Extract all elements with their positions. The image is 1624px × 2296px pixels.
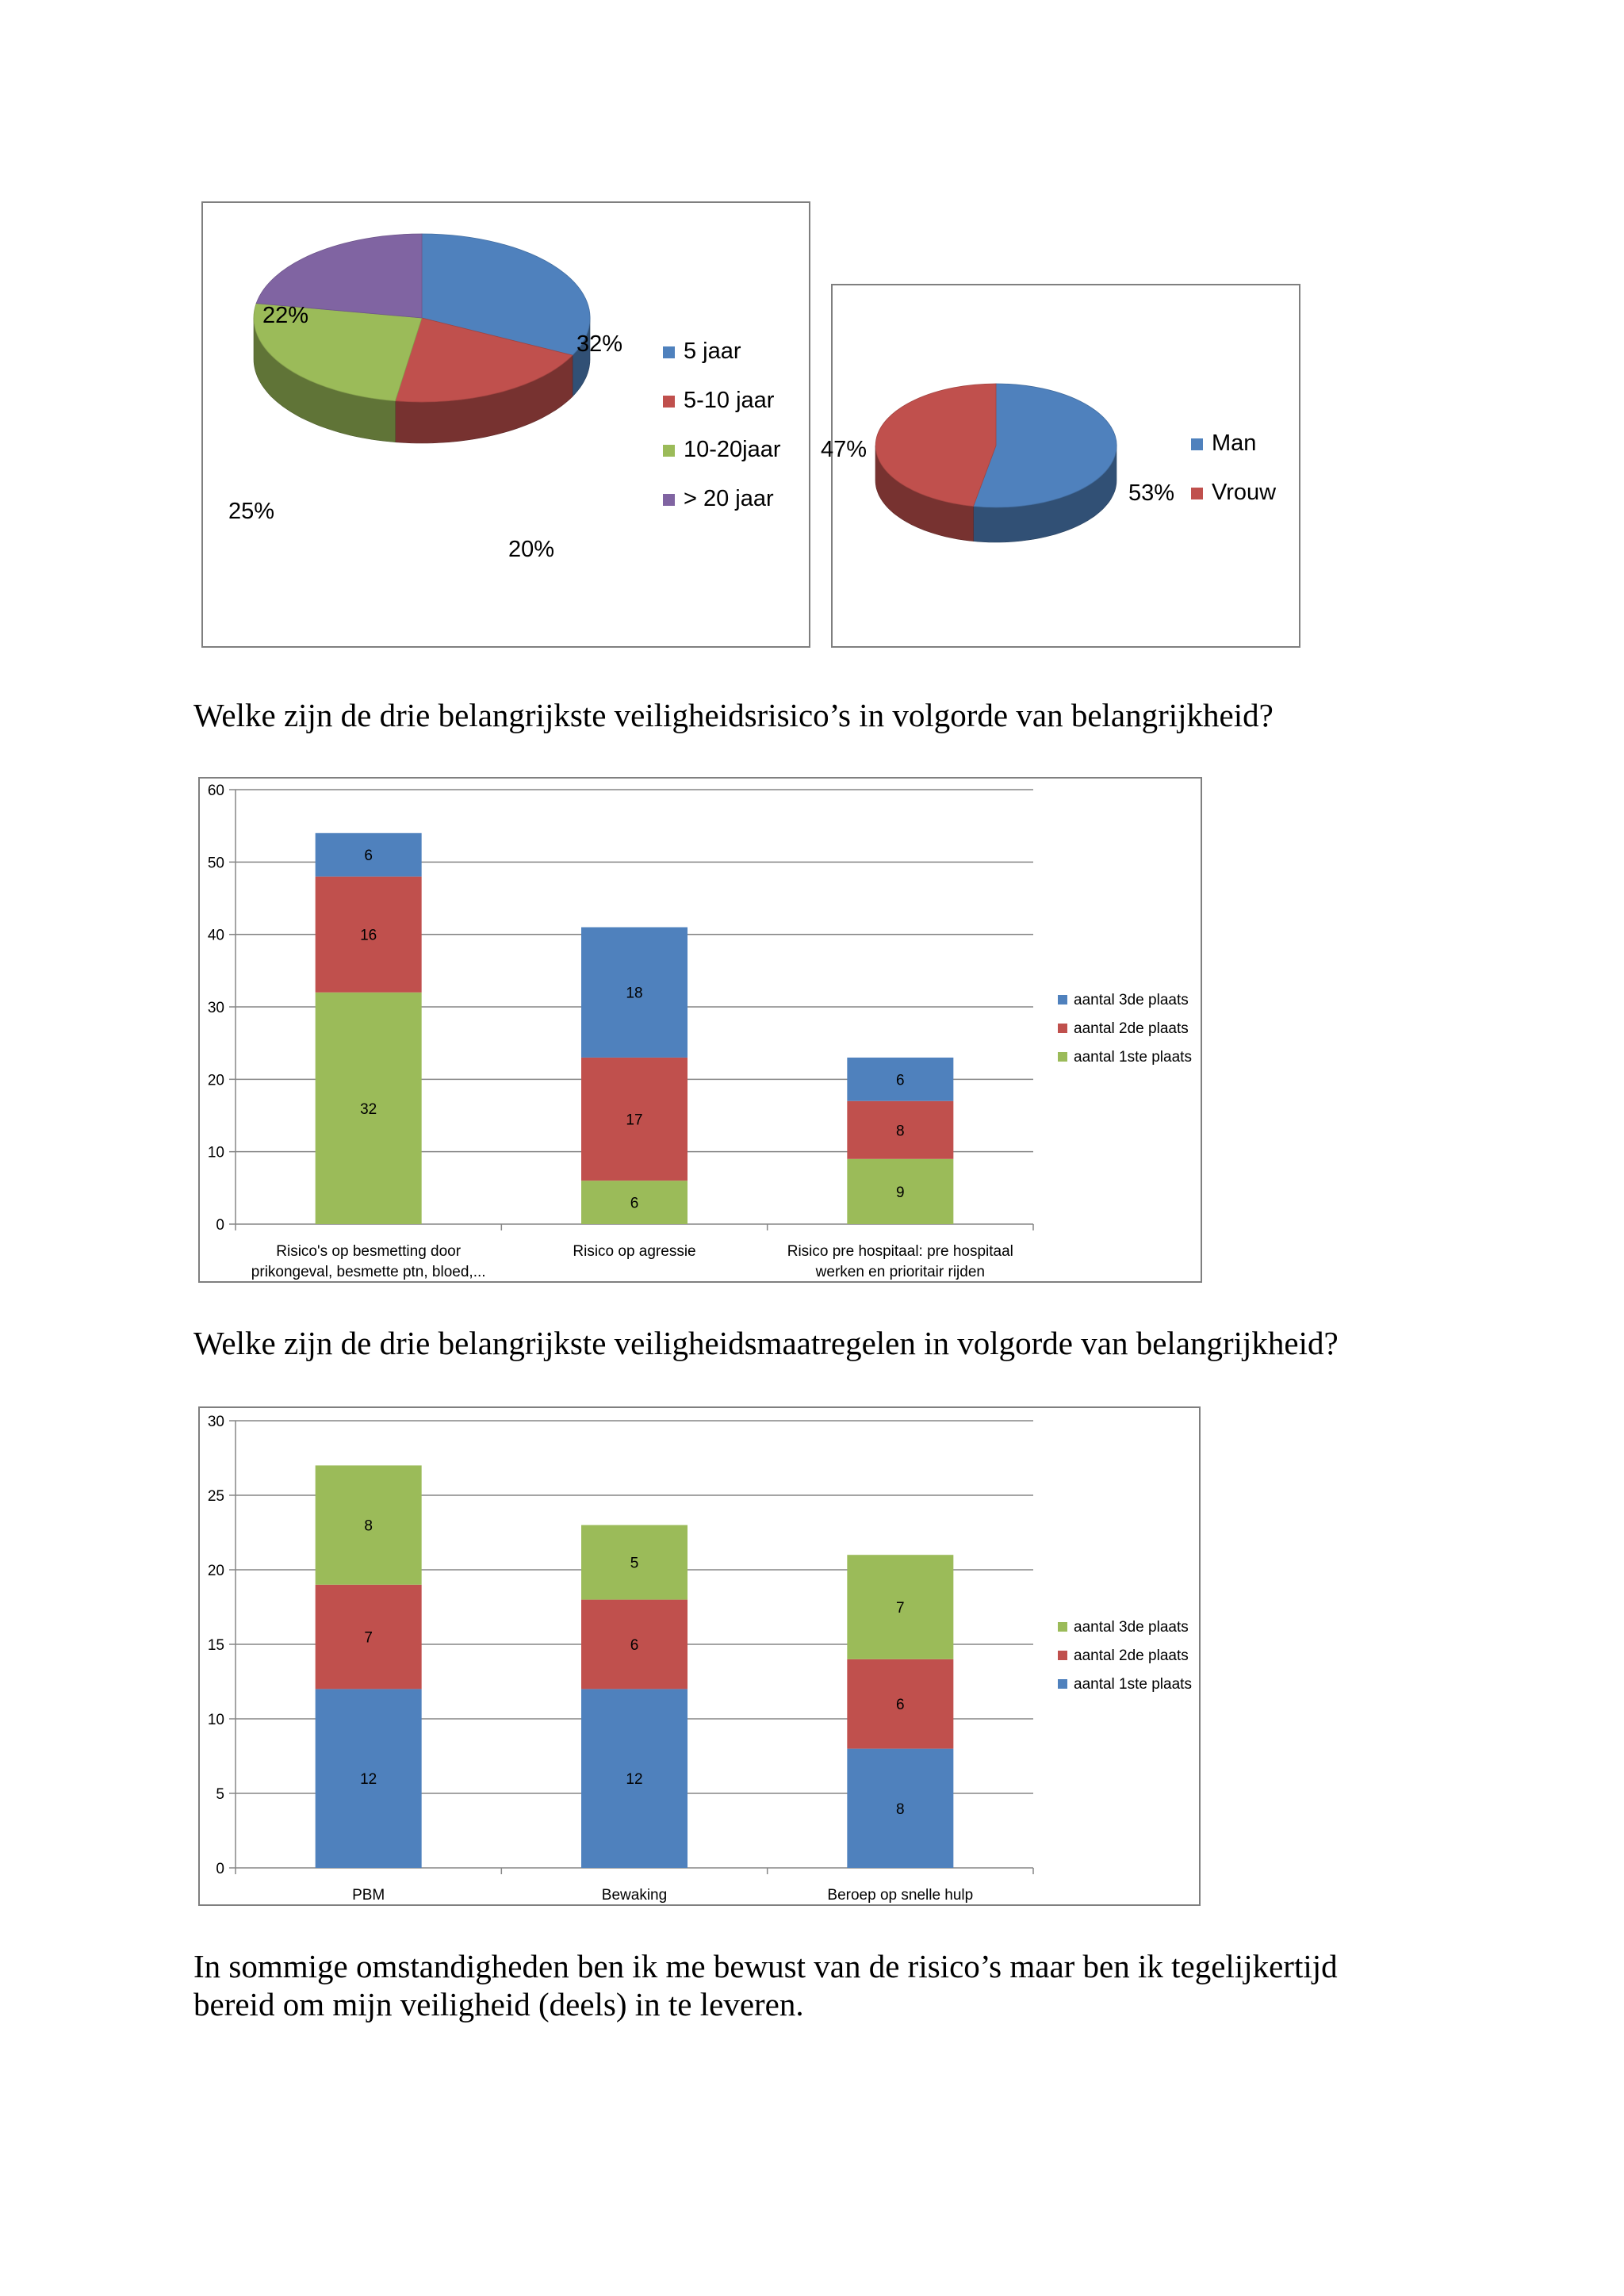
x-category-label: Risico pre hospitaal: pre hospitaal xyxy=(787,1243,1013,1260)
y-tick-label: 40 xyxy=(207,927,224,944)
closing-line-1: In sommige omstandigheden ben ik me bewust van de risico’s maar ben ik tegelijkertijd xyxy=(193,1948,1338,1984)
bar-data-label: 32 xyxy=(360,1100,377,1118)
legend-swatch xyxy=(1191,488,1203,499)
legend-swatch xyxy=(663,494,675,506)
legend-label: 10-20jaar xyxy=(684,437,781,462)
gender-pie-svg xyxy=(820,285,1302,649)
y-tick-label: 60 xyxy=(207,783,224,799)
y-tick-label: 5 xyxy=(216,1786,224,1803)
legend-label: Vrouw xyxy=(1212,480,1277,505)
pie-data-label: 53% xyxy=(1128,480,1175,506)
bar-data-label: 6 xyxy=(364,848,373,865)
bar-data-label: 8 xyxy=(896,1800,905,1818)
bar-data-label: 6 xyxy=(896,1072,905,1089)
x-category-label: prikongeval, besmette ptn, bloed,... xyxy=(251,1264,486,1280)
experience-pie-svg xyxy=(203,203,812,649)
closing-statement xyxy=(193,1947,1338,2023)
legend-label: aantal 3de plaats xyxy=(1074,992,1189,1008)
pie-data-label: 20% xyxy=(508,537,555,562)
legend-label: Man xyxy=(1212,430,1257,456)
risks-bar-svg xyxy=(200,779,1204,1284)
measures-bar-chart xyxy=(198,1406,1201,1906)
x-category-label: werken en prioritair rijden xyxy=(815,1264,985,1280)
y-tick-label: 10 xyxy=(207,1712,224,1728)
legend-swatch xyxy=(1058,1052,1067,1062)
closing-line-2: bereid om mijn veiligheid (deels) in te leveren. xyxy=(193,1986,804,2022)
x-category-label: Risico op agressie xyxy=(573,1243,696,1260)
y-tick-label: 20 xyxy=(207,1072,224,1089)
bar-data-label: 6 xyxy=(630,1195,639,1212)
bar-data-label: 16 xyxy=(360,927,377,944)
pie-data-label: 25% xyxy=(228,499,275,524)
legend-swatch xyxy=(1058,1651,1067,1660)
y-tick-label: 50 xyxy=(207,855,224,872)
x-category-label: Risico's op besmetting door xyxy=(276,1243,462,1260)
bar-data-label: 6 xyxy=(630,1637,639,1654)
gender-pie-chart xyxy=(820,284,1300,648)
legend-swatch xyxy=(1058,995,1067,1004)
x-category-label: PBM xyxy=(352,1887,385,1904)
bar-data-label: 7 xyxy=(896,1600,905,1617)
legend-label: > 20 jaar xyxy=(684,486,774,511)
legend-swatch xyxy=(663,346,675,358)
question-measures: Welke zijn de drie belangrijkste veiligheidsmaatregelen in volgorde van belangrijkheid? xyxy=(193,1325,1339,1361)
y-tick-label: 0 xyxy=(216,1217,224,1234)
y-tick-label: 0 xyxy=(216,1861,224,1877)
bar-data-label: 9 xyxy=(896,1184,905,1201)
legend-label: aantal 1ste plaats xyxy=(1074,1049,1192,1066)
x-category-label: Bewaking xyxy=(601,1887,668,1904)
legend-swatch xyxy=(663,445,675,457)
bar-data-label: 17 xyxy=(626,1112,643,1129)
legend-label: aantal 2de plaats xyxy=(1074,1647,1189,1664)
y-tick-label: 30 xyxy=(207,1414,224,1430)
pie-data-label: 32% xyxy=(576,331,623,357)
legend-swatch xyxy=(1058,1622,1067,1632)
y-tick-label: 20 xyxy=(207,1563,224,1579)
legend-swatch xyxy=(663,396,675,408)
bar-data-label: 8 xyxy=(896,1123,905,1140)
legend-label: aantal 2de plaats xyxy=(1074,1020,1189,1037)
x-category-label: Beroep op snelle hulp xyxy=(827,1887,974,1904)
risks-bar-chart xyxy=(198,777,1202,1283)
legend-swatch xyxy=(1058,1679,1067,1689)
legend-label: aantal 1ste plaats xyxy=(1074,1676,1192,1693)
bar-data-label: 5 xyxy=(630,1555,639,1572)
legend-label: 5 jaar xyxy=(684,339,741,364)
legend-swatch xyxy=(1191,438,1203,450)
legend-swatch xyxy=(1058,1024,1067,1033)
pie-data-label: 47% xyxy=(820,437,868,462)
legend-label: 5-10 jaar xyxy=(684,388,775,413)
legend-label: aantal 3de plaats xyxy=(1074,1619,1189,1636)
question-risks: Welke zijn de drie belangrijkste veiligheidsrisico’s in volgorde van belangrijkheid? xyxy=(193,697,1274,733)
y-tick-label: 25 xyxy=(207,1488,224,1505)
bar-data-label: 6 xyxy=(896,1697,905,1714)
bar-data-label: 18 xyxy=(626,985,643,1002)
bar-data-label: 7 xyxy=(364,1629,373,1647)
bar-data-label: 12 xyxy=(360,1771,377,1789)
measures-bar-svg xyxy=(200,1408,1202,1908)
experience-pie-chart xyxy=(201,201,810,648)
pie-data-label: 22% xyxy=(262,303,309,328)
bar-data-label: 12 xyxy=(626,1771,643,1789)
bar-data-label: 8 xyxy=(364,1517,373,1535)
y-tick-label: 30 xyxy=(207,1000,224,1016)
y-tick-label: 10 xyxy=(207,1144,224,1161)
y-tick-label: 15 xyxy=(207,1637,224,1654)
